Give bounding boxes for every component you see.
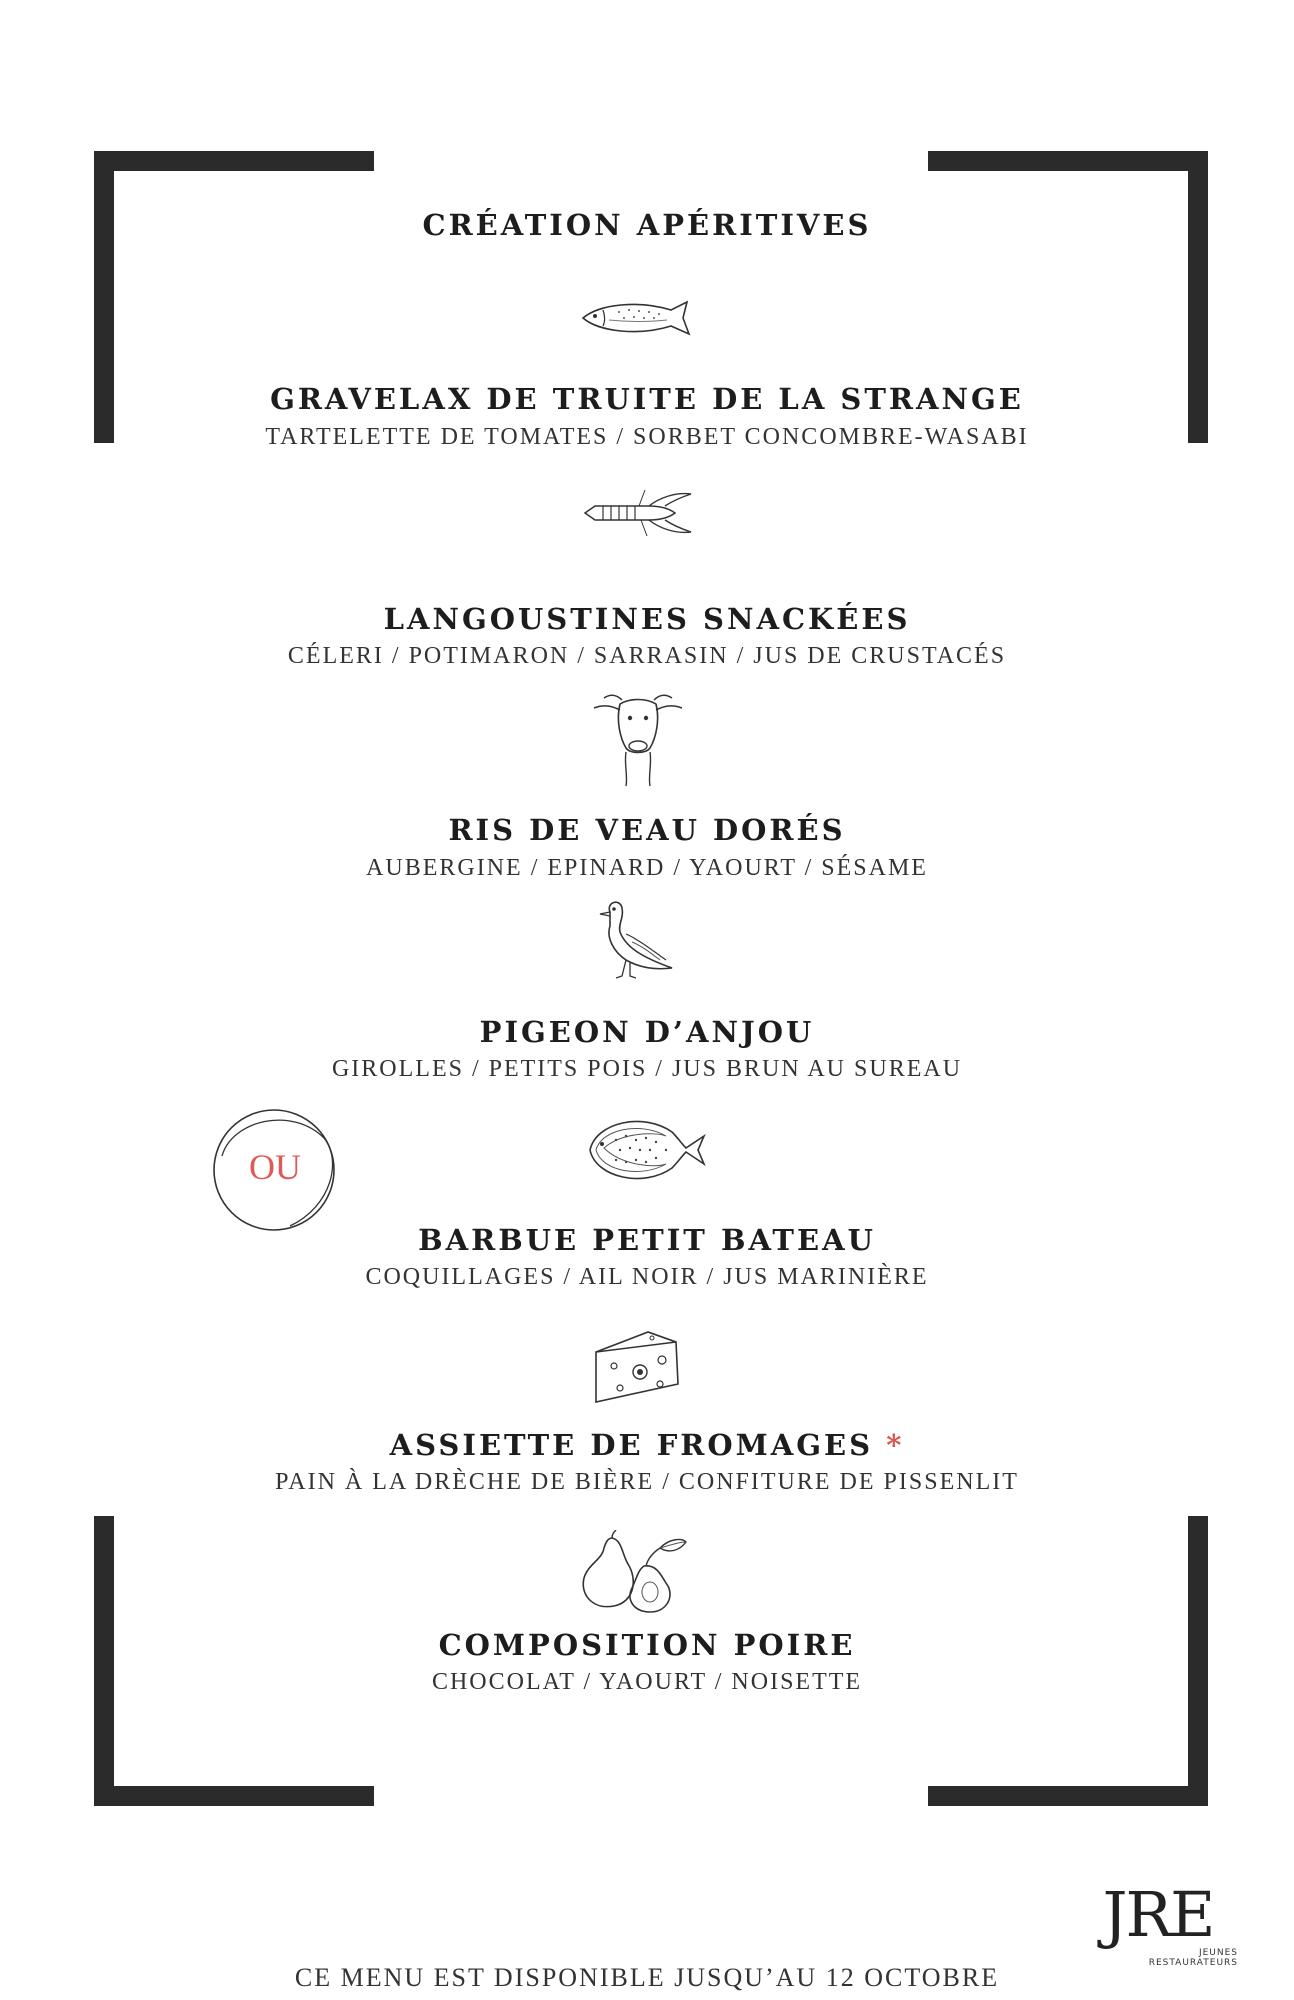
availability-note: CE MENU EST DISPONIBLE JUSQU’AU 12 OCTOBRE	[294, 1963, 1000, 1992]
pear-icon	[578, 1530, 688, 1614]
course-title	[0, 1428, 1294, 1462]
course-title: PIGEON D’ANJOU	[479, 1015, 815, 1049]
course-description: PAIN À LA DRÈCHE DE BIÈRE / CONFITURE DE PISSENLIT	[275, 1469, 1019, 1495]
logo-subtext: JEUNES RESTAURATEURS	[1148, 1948, 1238, 1968]
course-title: RIS DE VEAU DORÉS	[448, 813, 846, 847]
or-label: OU	[249, 1147, 301, 1187]
cheese-icon	[590, 1326, 686, 1408]
asterisk-mark: *	[886, 1428, 905, 1462]
trout-icon	[579, 296, 705, 340]
calf-icon	[590, 684, 686, 788]
logo-text: JRE	[1102, 1878, 1214, 1951]
frame-corner-bottom-left	[94, 1786, 374, 1806]
course-title: GRAVELAX DE TRUITE DE LA STRANGE	[270, 382, 1024, 416]
frame-corner-bottom-right	[928, 1786, 1208, 1806]
course-description: CHOCOLAT / YAOURT / NOISETTE	[431, 1669, 863, 1695]
course-description: AUBERGINE / EPINARD / YAOURT / SÉSAME	[366, 855, 928, 881]
course-title-text: ASSIETTE DE FROMAGES	[389, 1428, 874, 1462]
course-description: CÉLERI / POTIMARON / SARRASIN / JUS DE CRUSTACÉS	[287, 643, 1007, 669]
intro-heading: CRÉATION APÉRITIVES	[422, 208, 872, 242]
course-description: COQUILLAGES / AIL NOIR / JUS MARINIÈRE	[365, 1264, 929, 1290]
frame-corner-top-left	[94, 151, 374, 171]
course-title: BARBUE PETIT BATEAU	[418, 1223, 876, 1257]
pigeon-icon	[596, 898, 684, 982]
course-title: LANGOUSTINES SNACKÉES	[383, 602, 911, 636]
course-title: COMPOSITION POIRE	[438, 1628, 856, 1662]
or-badge	[208, 1102, 342, 1236]
jre-logo	[1078, 1880, 1238, 1970]
course-description: TARTELETTE DE TOMATES / SORBET CONCOMBRE-WASABI	[265, 424, 1029, 450]
flatfish-icon	[586, 1110, 714, 1190]
frame-corner-top-right	[928, 151, 1208, 171]
langoustine-icon	[579, 484, 695, 542]
course-description: GIROLLES / PETITS POIS / JUS BRUN AU SUREAU	[331, 1056, 963, 1082]
